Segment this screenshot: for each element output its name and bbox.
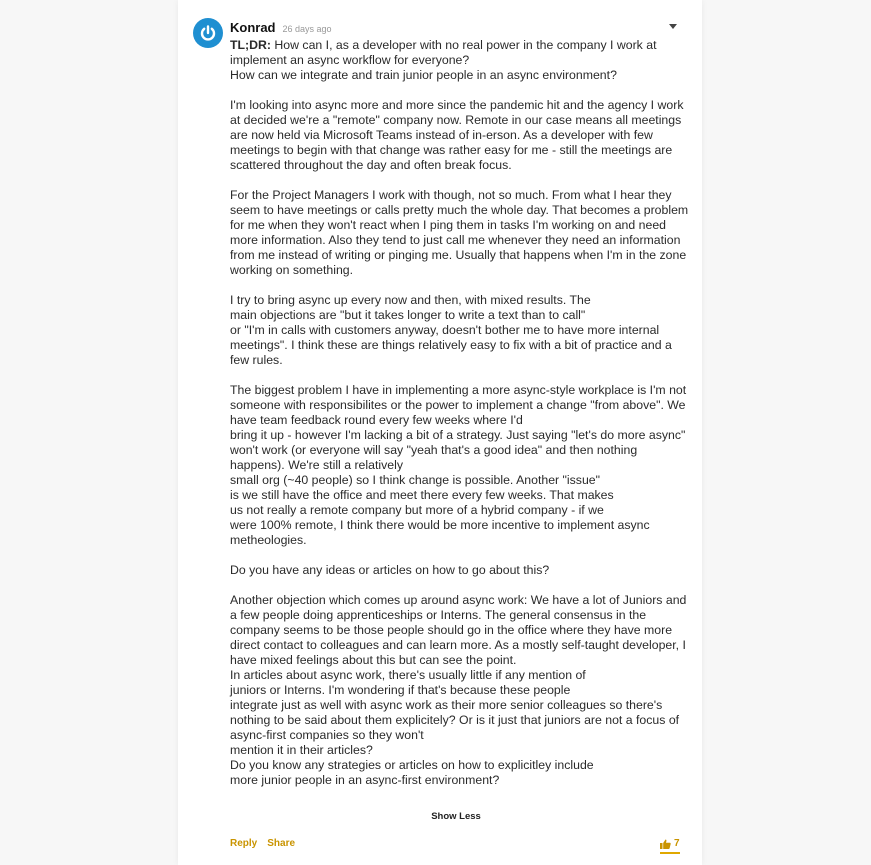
paragraph-line: small org (~40 people) so I think change is possible. Another "issue" xyxy=(230,473,600,487)
paragraph-project-managers: For the Project Managers I work with though, not so much. From what I hear they seem to have meetings or calls pretty much the whole day. That becomes a problem for me when they won't react when I ping them in tasks I'm working on and need more information. Also they tend to just call me whenever they need an information from me instead of writing or pinging me. Usually that happens when I'm in the zone working on something. xyxy=(230,188,689,277)
avatar[interactable] xyxy=(193,18,223,48)
paragraph-line: In articles about async work, there's usually little if any mention of xyxy=(230,668,586,682)
power-icon xyxy=(197,22,219,44)
paragraph-line: main objections are "but it takes longer to write a text than to call" xyxy=(230,308,586,322)
reply-button[interactable]: Reply xyxy=(230,838,258,849)
timestamp: 26 days ago xyxy=(282,24,332,34)
comment-body xyxy=(230,38,690,788)
author-name[interactable]: Konrad xyxy=(230,20,276,35)
like-count: 7 xyxy=(674,838,680,849)
comment-actions xyxy=(230,838,295,849)
tldr-text: How can I, as a developer with no real power in the company I work at implement an async workflow for everyone? xyxy=(230,38,657,67)
paragraph-line: I try to bring async up every now and then, with mixed results. The xyxy=(230,293,591,307)
paragraph-line: is we still have the office and meet there every few weeks. That makes xyxy=(230,488,614,502)
paragraph-line: The biggest problem I have in implementing a more async-style workplace is I'm not someone with responsibilites or the power to implement a change "from above". We have team feedback round every few weeks where I'd xyxy=(230,383,687,427)
share-button[interactable]: Share xyxy=(267,838,296,849)
like-button[interactable] xyxy=(660,838,680,854)
tldr-question-2: How can we integrate and train junior people in an async environment? xyxy=(230,68,617,82)
comment-header xyxy=(230,20,680,36)
show-less-button[interactable]: Show Less xyxy=(431,811,481,822)
tldr-paragraph xyxy=(230,38,690,68)
paragraph-line: integrate just as well with async work as their more senior colleagues so there's nothing to be said about them explicitely? Or is it just that juniors are not a focus of async-first companies so they won't xyxy=(230,698,680,742)
paragraph-line: bring it up - however I'm lacking a bit of a strategy. Just saying "let's do more async" won't work (or everyone will say "yeah that's a good idea" and then nothing happens). We're still a relatively xyxy=(230,428,686,472)
paragraph-line: were 100% remote, I think there would be more incentive to implement async metheologies. xyxy=(230,518,650,547)
tldr-label: TL;DR: xyxy=(230,38,271,52)
caret-down-icon[interactable] xyxy=(667,21,679,31)
paragraph-remote: I'm looking into async more and more since the pandemic hit and the agency I work at decided we're a "remote" company now. Remote in our case means all meetings are now held via Microsoft Teams instead of in-erson. As a developer with few meetings to begin with that change was rather easy for me - still the meetings are scattered throughout the day and often break focus. xyxy=(230,98,684,172)
paragraph-line: juniors or Interns. I'm wondering if that's because these people xyxy=(230,683,571,697)
paragraph-line: or "I'm in calls with customers anyway, doesn't bother me to have more internal meetings". I think these are things relatively easy to fix with a bit of practice and a few rules. xyxy=(230,323,672,367)
paragraph-line: us not really a remote company but more of a hybrid company - if we xyxy=(230,503,604,517)
paragraph-line: mention it in their articles? xyxy=(230,743,373,757)
paragraph-line: Do you know any strategies or articles on how to explicitley include xyxy=(230,758,594,772)
paragraph-line: Another objection which comes up around async work: We have a lot of Juniors and a few people doing apprenticeships or Interns. The general consensus in the company seems to be those people should go in the office where they have more direct contact to colleagues and can learn more. As a mostly self-taught developer, I have mixed feelings about this but can see the point. xyxy=(230,593,687,667)
paragraph-question: Do you have any ideas or articles on how to go about this? xyxy=(230,563,550,577)
paragraph-line: more junior people in an async-first environment? xyxy=(230,773,500,787)
thumbs-up-icon xyxy=(660,839,671,849)
